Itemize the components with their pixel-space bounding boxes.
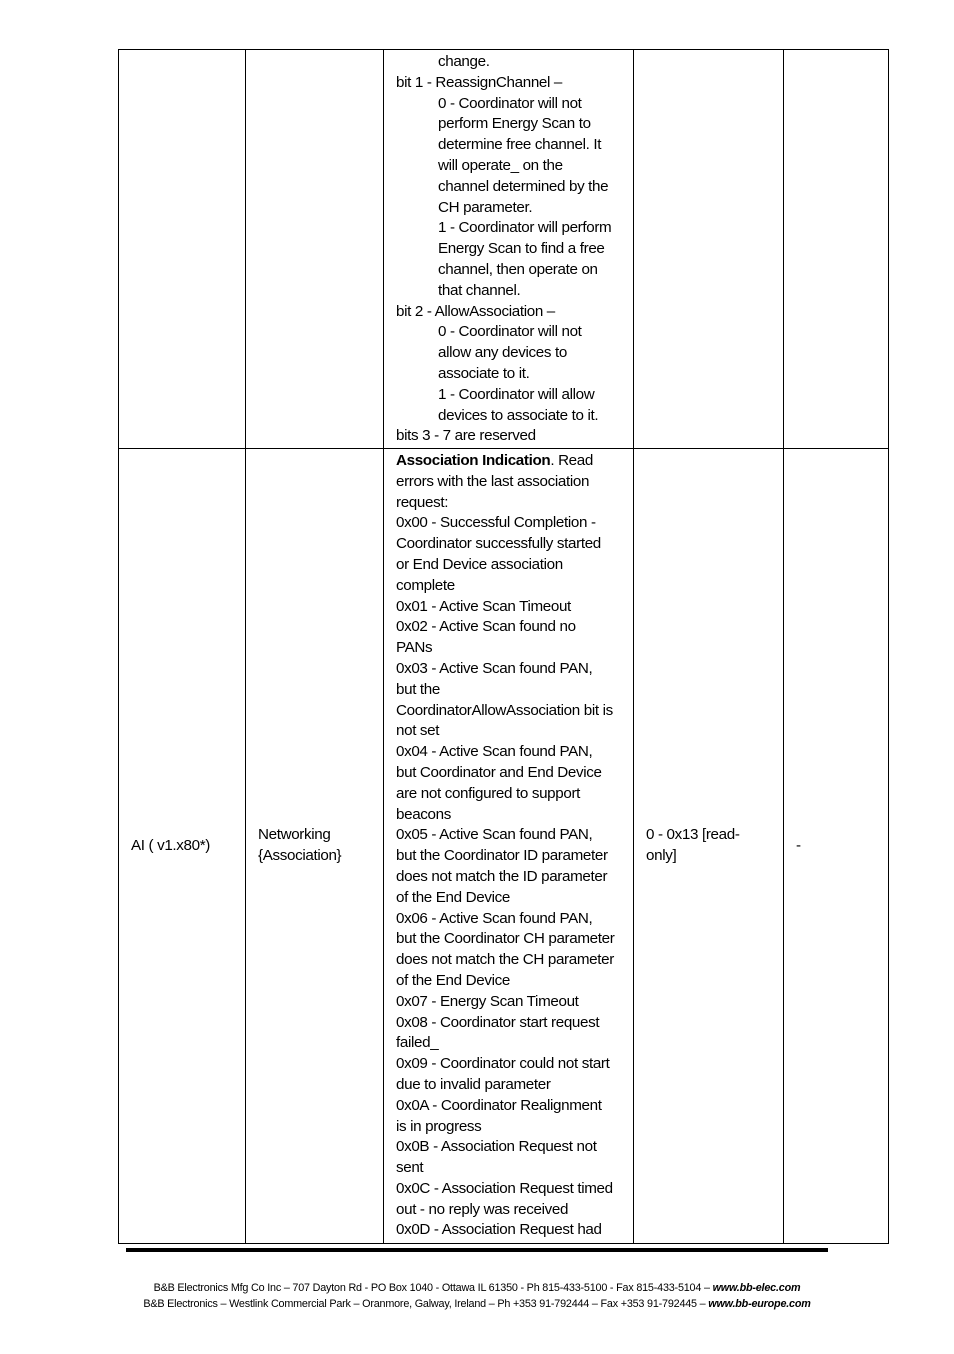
description-line: but the (396, 680, 440, 698)
description-line: but Coordinator and End Device (396, 763, 602, 781)
description-cell (384, 449, 634, 1244)
command-cell (119, 50, 246, 449)
description-line: 0x0C - Association Request timed (396, 1179, 613, 1197)
table-row (119, 50, 889, 449)
default-cell (784, 50, 889, 449)
description-title: Association Indication (396, 452, 551, 469)
description-line: due to invalid parameter (396, 1075, 551, 1093)
description-line: 0x0B - Association Request not (396, 1138, 597, 1156)
description-line: does not match the CH parameter (396, 951, 614, 969)
description-line: Energy Scan to find a free (438, 240, 605, 258)
description-line: 0x05 - Active Scan found PAN, (396, 826, 593, 844)
description-line: perform Energy Scan to (438, 115, 591, 133)
category-cell (246, 449, 384, 1244)
description-line: channel, then operate on (438, 260, 598, 278)
footer-link-europe[interactable]: www.bb-europe.com (708, 1298, 811, 1310)
footer-line-europe (0, 1298, 954, 1310)
description-line: 0x09 - Coordinator could not start (396, 1055, 610, 1073)
category-line: {Association} (258, 847, 342, 864)
description-line: or End Device association (396, 555, 563, 573)
description-line: of the End Device (396, 888, 510, 906)
category-cell (246, 50, 384, 449)
description-cell (384, 50, 634, 449)
description-line: but the Coordinator CH parameter (396, 930, 615, 948)
description-line: 0x01 - Active Scan Timeout (396, 597, 571, 615)
description-line: that channel. (438, 281, 521, 299)
description-line: are not configured to support (396, 784, 581, 802)
description-line: 0x0A - Coordinator Realignment (396, 1096, 602, 1114)
description-line: will operate_ on the (438, 156, 563, 174)
description-line: devices to associate to it. (438, 406, 599, 424)
description-line: failed_ (396, 1034, 439, 1052)
description-line: out - no reply was received (396, 1200, 569, 1218)
range-line: only] (646, 847, 677, 864)
description-line: errors with the last association (396, 472, 590, 490)
parameter-table (118, 49, 889, 1244)
footer-divider (126, 1248, 828, 1252)
description-line: 0x04 - Active Scan found PAN, (396, 743, 593, 761)
description-line: bit 1 - ReassignChannel – (396, 73, 563, 91)
description-line: determine free channel. It (438, 136, 602, 154)
description-line: 0 - Coordinator will not (438, 323, 582, 341)
description-line: 0x0D - Association Request had (396, 1221, 602, 1239)
description-line: 0 - Coordinator will not (438, 94, 582, 112)
description-line: but the Coordinator ID parameter (396, 847, 608, 865)
description-line: sent (396, 1159, 424, 1177)
range-line: 0 - 0x13 [read- (646, 826, 740, 844)
description-line: of the End Device (396, 971, 510, 989)
description-line: Coordinator successfully started (396, 535, 601, 553)
footer-address-us: B&B Electronics Mfg Co Inc – 707 Dayton Rd - PO Box 1040 - Ottawa IL 61350 - Ph 815-433-5100 - Fax 815-433-5104 – (153, 1282, 713, 1294)
command-cell (119, 449, 246, 1244)
description-heading (396, 451, 622, 472)
range-cell (634, 449, 784, 1244)
description-line: bit 2 - AllowAssociation – (396, 302, 555, 320)
description-line: beacons (396, 805, 451, 823)
description-line: allow any devices to (438, 344, 567, 362)
description-line: CH parameter. (438, 198, 533, 216)
footer-line-us (0, 1282, 954, 1294)
description-line: 0x06 - Active Scan found PAN, (396, 909, 593, 927)
description-line: 1 - Coordinator will perform (438, 219, 612, 237)
footer-address-europe: B&B Electronics – Westlink Commercial Park – Oranmore, Galway, Ireland – Ph +353 91-792444 – Fax +353 91-792445 – (143, 1298, 709, 1310)
description-line: 1 - Coordinator will allow (438, 385, 595, 403)
description-line: CoordinatorAllowAssociation bit is (396, 701, 613, 719)
description-line: complete (396, 576, 455, 594)
description-line: 0x03 - Active Scan found PAN, (396, 659, 593, 677)
description-line: change. (438, 53, 490, 70)
description-line: PANs (396, 639, 433, 657)
description-title-rest: . Read (550, 452, 593, 469)
description-line: associate to it. (438, 364, 530, 382)
category-line: Networking (258, 826, 331, 844)
description-line: does not match the ID parameter (396, 867, 608, 885)
description-line: bits 3 - 7 are reserved (396, 427, 536, 445)
table-row (119, 449, 889, 1244)
default-value: - (796, 836, 801, 854)
description-line: 0x00 - Successful Completion - (396, 514, 596, 532)
description-line: is in progress (396, 1117, 482, 1135)
command-name: AI ( v1.x80*) (131, 836, 211, 854)
description-line: not set (396, 722, 440, 740)
description-line: 0x08 - Coordinator start request (396, 1013, 600, 1031)
default-cell (784, 449, 889, 1244)
description-line: channel determined by the (438, 177, 609, 195)
range-cell (634, 50, 784, 449)
description-line: 0x02 - Active Scan found no (396, 618, 576, 636)
footer-link-us[interactable]: www.bb-elec.com (712, 1282, 801, 1294)
description-line: request: (396, 493, 449, 511)
description-line: 0x07 - Energy Scan Timeout (396, 992, 579, 1010)
